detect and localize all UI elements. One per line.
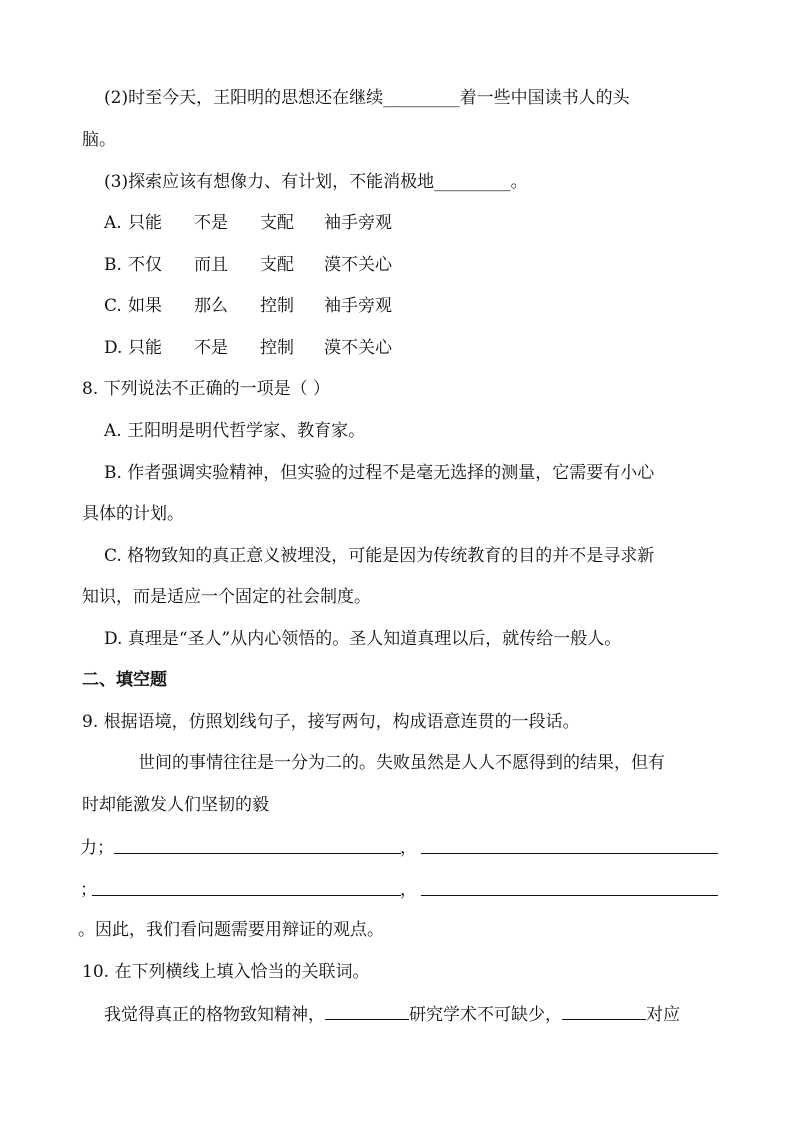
- q8-option-c-continuation: 知识，而是适应一个固定的社会制度。: [82, 587, 371, 607]
- q7-option-c[interactable]: [104, 294, 392, 318]
- q8-option-d[interactable]: D. 真理是“圣人”从内心领悟的。圣人知道真理以后，就传给一般人。: [104, 629, 622, 649]
- q9-answer-blank-1[interactable]: [114, 853, 401, 854]
- option-word-4: 漠不关心: [324, 338, 392, 358]
- option-word-2: 而且: [194, 255, 228, 275]
- option-word-1: 不仅: [128, 255, 162, 275]
- q10-text-b: 研究学术不可缺少，: [409, 1005, 562, 1025]
- q8-option-a[interactable]: A. 王阳明是明代哲学家、教育家。: [104, 421, 366, 441]
- option-letter: B.: [104, 255, 122, 275]
- option-word-1: 只能: [128, 338, 162, 358]
- option-word-2: 不是: [194, 338, 228, 358]
- q10-text-c: 对应: [646, 1005, 680, 1025]
- q9-answer-1-prefix: 力；: [80, 838, 114, 858]
- q7-item-2: [104, 86, 630, 110]
- q7-option-a[interactable]: [104, 211, 392, 235]
- option-word-4: 漠不关心: [324, 255, 392, 275]
- q9-conclusion: 。因此，我们看问题需要用辩证的观点。: [78, 920, 384, 940]
- q9-answer-2-comma: ，: [400, 880, 417, 900]
- q9-answer-2-prefix: ；: [80, 880, 97, 900]
- q7-option-b[interactable]: [104, 253, 392, 277]
- option-word-4: 袖手旁观: [324, 296, 392, 316]
- option-letter: C.: [104, 296, 122, 316]
- option-word-2: 那么: [194, 296, 228, 316]
- q7-item-2-text-b: 着一些中国读书人的头: [459, 88, 630, 108]
- q8-option-b-continuation: 具体的计划。: [82, 504, 184, 524]
- option-word-4: 袖手旁观: [324, 213, 392, 233]
- option-letter: A.: [104, 213, 122, 233]
- option-word-1: 只能: [128, 213, 162, 233]
- q9-answer-blank-3[interactable]: [92, 895, 401, 896]
- option-word-3: 支配: [260, 255, 294, 275]
- q10-blank-1[interactable]: [325, 1001, 409, 1020]
- q7-item-3-text-a: (3)探索应该有想像力、有计划，不能消极地: [104, 172, 435, 192]
- q9-stem: 9. 根据语境，仿照划线句子，接写两句，构成语意连贯的一段话。: [82, 712, 580, 732]
- option-word-3: 控制: [260, 296, 294, 316]
- q7-item-3-text-b: 。: [510, 172, 528, 192]
- q7-item-2-text-a: (2)时至今天，王阳明的思想还在继续: [104, 88, 384, 108]
- q10-stem: 10. 在下列横线上填入恰当的关联词。: [82, 962, 370, 982]
- q7-item-2-continuation: 脑。: [82, 130, 116, 150]
- q9-answer-blank-4[interactable]: [421, 895, 718, 896]
- option-word-2: 不是: [194, 213, 228, 233]
- q7-item-2-blank[interactable]: _________: [383, 88, 460, 108]
- option-word-3: 支配: [260, 213, 294, 233]
- q9-paragraph-line-1: 世间的事情往往是一分为二的。失败虽然是人人不愿得到的结果，但有: [138, 753, 665, 773]
- q7-item-3-blank[interactable]: _________: [434, 172, 511, 192]
- q8-stem: 8. 下列说法不正确的一项是（ ）: [82, 379, 331, 399]
- option-word-3: 控制: [260, 338, 294, 358]
- q10-sentence: [104, 1001, 680, 1027]
- q9-paragraph-line-2: 时却能激发人们坚韧的毅: [82, 795, 269, 815]
- option-letter: D.: [104, 338, 123, 358]
- q10-text-a: 我觉得真正的格物致知精神，: [104, 1005, 325, 1025]
- q7-item-3: [104, 170, 528, 194]
- section-title: 二、填空题: [82, 670, 167, 690]
- q8-option-c[interactable]: C. 格物致知的真正意义被埋没，可能是因为传统教育的目的并不是寻求新: [104, 546, 655, 566]
- q8-option-b[interactable]: B. 作者强调实验精神，但实验的过程不是毫无选择的测量，它需要有小心: [104, 463, 655, 483]
- q7-option-d[interactable]: [104, 336, 392, 360]
- q9-answer-1-comma: ，: [400, 838, 417, 858]
- q10-blank-2[interactable]: [562, 1001, 646, 1020]
- q9-answer-blank-2[interactable]: [421, 853, 718, 854]
- option-word-1: 如果: [128, 296, 162, 316]
